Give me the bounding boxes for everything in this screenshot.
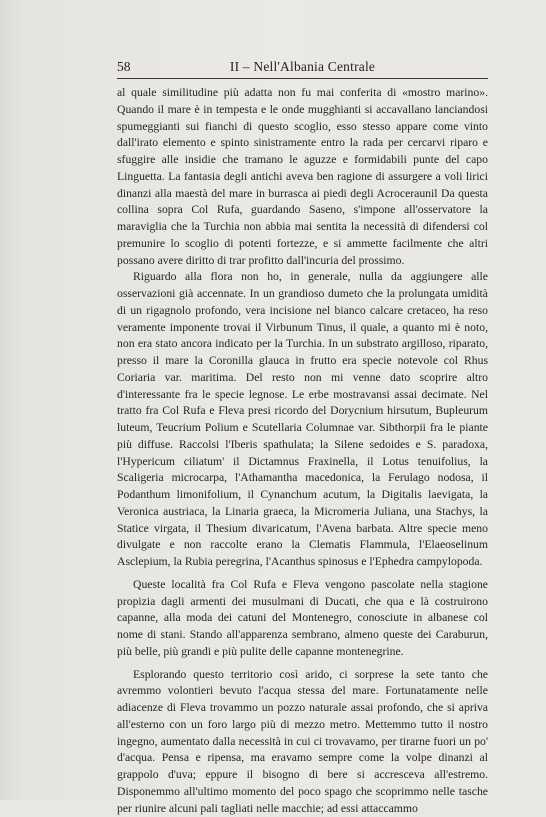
paragraph: al quale similitudine più adatta non fu mai conferita di «mostro marino». Quando il mare è in tempesta e le onde mugghianti si accavallano lanciandosi spumeggianti sui fianchi di questo scoglio, esso stesso appare come vinto dall'irato elemento e spinto sinistramente entro la rada per cercarvi riparo e sfuggire alle insidie che tramano le aguzze e formidabili punte del capo Linguetta. La fantasia degli antichi aveva ben ragione di assurgere a voli lirici dinanzi alla maestà del mare in burrasca ai piedi degli Acroceraunil Da questa collina sopra Col Rufa, guardando Saseno, s'impone all'osservatore la maraviglia che la Turchia non abbia mai sentita la necessità di difendersi col premunire lo scoglio di potenti fortezze, e si ammette facilmente che altri possano avere diritto di trar profitto dall'incuria del prossimo. [117, 85, 488, 269]
paragraph: Esplorando questo territorio così arido, ci sorprese la sete tanto che avremmo volontieri bevuto l'acqua stessa del mare. Fortunatamente nelle adiacenze di Fleva trovammo un pozzo naturale assai profondo, che si apriva all'esterno con un foro largo più di mezzo metro. Mettemmo tutto il nostro ingegno, aumentato dalla necessità in cui ci trovavamo, per tirarne fuori un po' d'acqua. Pensa e ripensa, ma eravamo sempre come la volpe dinanzi al grappolo d'uva; eppure il bisogno di bere si accresceva all'estremo. Disponemmo all'ultimo momento del poco spago che scoprimmo nelle tasche per riunire alcuni pali tagliati nelle macchie; ad essi attaccammo [117, 667, 488, 817]
page-header [117, 58, 488, 79]
page-number: 58 [117, 59, 131, 75]
running-head: II – Nell'Albania Centrale [117, 59, 488, 75]
body-text [117, 85, 488, 817]
paragraph: Riguardo alla flora non ho, in generale, nulla da aggiungere alle osservazioni già accennate. In un grandioso dumeto che la prolungata umidità di un rigagnolo profondo, vera incisione nel bianco calcare cretaceo, ha reso veramente imponente trovai il Virbunum Tinus, il quale, a quanto mi è noto, non era stato ancora indicato per la Turchia. In un substrato argilloso, riparato, presso il mare la Coronilla glauca in frutto era specie notevole col Rhus Coriaria var. maritima. Del resto non mi venne dato scoprire altro d'interessante fra le specie legnose. Le erbe mostravansi assai decimate. Nel tratto fra Col Rufa e Fleva presi ricordo del Dorycnium hirsutum, Bupleurum luteum, Teucrium Polium e Scutellaria Columnae var. Sibthorpii fra le piante più diffuse. Raccolsi l'Iberis spathulata; la Silene sedoides e S. paradoxa, l'Hypericum ciliatum' il Dictamnus Fraxinella, il Lotus tenuifolius, la Scaligeria microcarpa, l'Athamantha macedonica, la Ferulago nodosa, il Podanthum limonifolium, il Cynanchum acutum, la Digitalis laevigata, la Veronica austriaca, la Linaria graeca, la Micromeria Juliana, una Stachys, la Statice virgata, il Thesium divaricatum, l'Avena barbata. Altre specie meno divulgate e non raccolte erano la Clematis Flammula, l'Elaeoselinum Asclepium, la Rubia peregrina, l'Acanthus spinosus e l'Ephedra campylopoda. [117, 269, 488, 571]
paragraph: Queste località fra Col Rufa e Fleva vengono pascolate nella stagione propizia dagli armenti dei musulmani di Ducati, che qua e là costruirono capanne, alla moda dei catuni del Montenegro, conosciute in albanese col nome di stani. Stando all'apparenza sembrano, almeno queste dei Caraburun, più belle, più grandi e più pulite delle capanne montenegrine. [117, 577, 488, 661]
